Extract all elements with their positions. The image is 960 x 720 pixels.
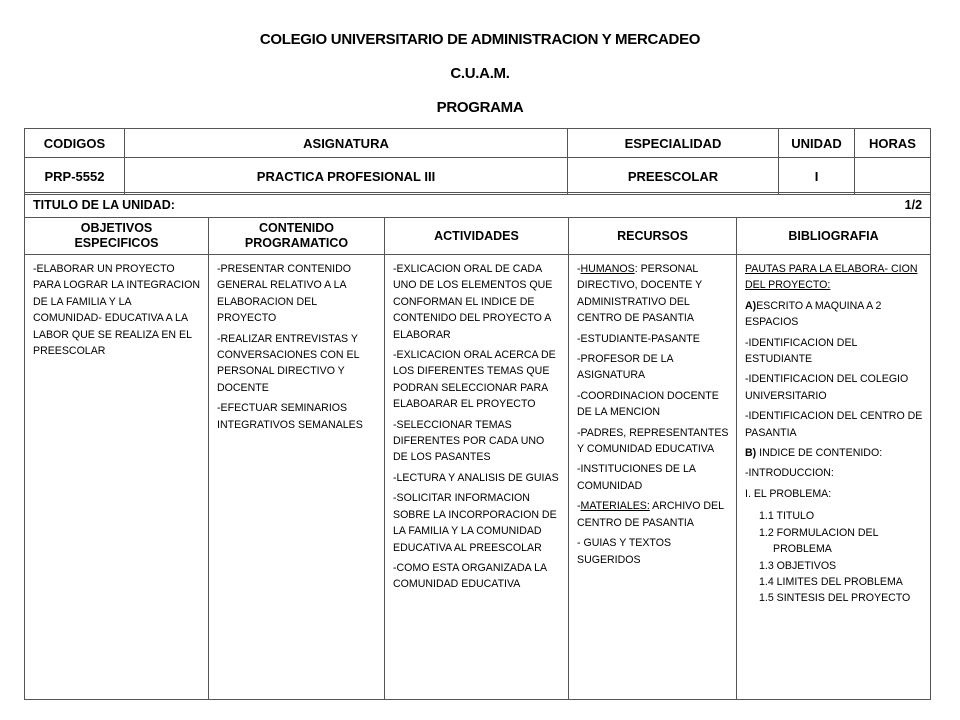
- contenido-cell: [209, 255, 385, 700]
- bibliografia-item: -IDENTIFICACION DEL ESTUDIANTE: [745, 336, 858, 366]
- unit-title-row: [25, 193, 931, 218]
- value-asignatura: PRACTICA PROFESIONAL III: [125, 158, 568, 195]
- bibliografia-item: -IDENTIFICACION DEL COLEGIO UNIVERSITARIO: [745, 373, 909, 402]
- value-horas: [855, 158, 931, 195]
- bibliografia-subitem: 1.2 FORMULACION DEL PROBLEMA: [759, 526, 879, 556]
- contenido-item: -EFECTUAR SEMINARIOS INTEGRATIVOS SEMANALES: [217, 402, 363, 431]
- value-unidad: I: [779, 158, 855, 195]
- bibliografia-subitem: 1.1 TITULO: [759, 510, 815, 523]
- recurso-item: -PADRES, REPRESENTANTES Y COMUNIDAD EDUCATIVA: [577, 426, 729, 456]
- bibliografia-heading: PAUTAS PARA LA ELABORA- CION DEL PROYECTO:: [745, 263, 918, 292]
- bibliografia-a-label: A): [745, 299, 757, 312]
- bibliografia-intro: -INTRODUCCION:: [745, 467, 834, 480]
- bibliografia-b-label: B): [745, 447, 757, 460]
- value-codigo: PRP-5552: [25, 158, 125, 195]
- header-unidad: UNIDAD: [779, 129, 855, 158]
- actividad-item: -COMO ESTA ORGANIZADA LA COMUNIDAD EDUCATIVA: [393, 561, 547, 591]
- contenido-item: -PRESENTAR CONTENIDO GENERAL RELATIVO A LA ELABORACION DEL PROYECTO: [217, 263, 351, 325]
- recurso-item: -INSTITUCIONES DE LA COMUNIDAD: [577, 463, 696, 492]
- course-header-row: [25, 129, 931, 158]
- contenido-item: -REALIZAR ENTREVISTAS Y CONVERSACIONES CON EL PERSONAL DIRECTIVO Y DOCENTE: [217, 332, 360, 394]
- bibliografia-subitem: 1.3 OBJETIVOS: [759, 559, 837, 572]
- institution-title: COLEGIO UNIVERSITARIO DE ADMINISTRACION Y MERCADEO: [259, 31, 701, 48]
- course-value-row: [25, 158, 931, 195]
- header-actividades: ACTIVIDADES: [385, 218, 569, 255]
- header-codigos: CODIGOS: [25, 129, 125, 158]
- humanos-text: : PERSONAL DIRECTIVO, DOCENTE Y ADMINISTRATIVO DEL CENTRO DE PASANTIA: [577, 263, 702, 325]
- document-title: PROGRAMA: [436, 99, 524, 116]
- actividad-item: -EXLICACION ORAL DE CADA UNO DE LOS ELEMENTOS QUE CONFORMAN EL INDICE DE CONTENIDO DEL PROYECTO A ELABORAR: [393, 263, 553, 341]
- bibliografia-cell: [737, 255, 931, 700]
- header-objetivos: OBJETIVOS ESPECIFICOS: [25, 218, 209, 255]
- humanos-label: HUMANOS: [580, 263, 635, 275]
- unit-content-table: [24, 192, 931, 700]
- header-horas: HORAS: [855, 129, 931, 158]
- header-asignatura: ASIGNATURA: [125, 129, 568, 158]
- bibliografia-problema: I. EL PROBLEMA:: [745, 487, 832, 500]
- institution-acronym: C.U.A.M.: [450, 65, 510, 82]
- bibliografia-item: -IDENTIFICACION DEL CENTRO DE PASANTIA: [745, 410, 923, 439]
- recurso-materiales: [577, 498, 729, 531]
- content-body-row: [25, 255, 931, 700]
- bibliografia-b: [745, 445, 923, 461]
- value-especialidad: PREESCOLAR: [568, 158, 779, 195]
- actividad-item: -LECTURA Y ANALISIS DE GUIAS: [393, 471, 559, 484]
- materiales-text: ARCHIVO DEL CENTRO DE PASANTIA: [577, 500, 724, 529]
- recurso-humanos: [577, 261, 729, 327]
- recurso-prefix: -: [577, 263, 581, 275]
- bibliografia-a: [745, 298, 923, 331]
- bibliografia-subitem: 1.4 LIMITES DEL PROBLEMA: [759, 575, 903, 588]
- header-recursos: RECURSOS: [569, 218, 737, 255]
- header-bibliografia: BIBLIOGRAFIA: [737, 218, 931, 255]
- objetivo-item: -ELABORAR UN PROYECTO PARA LOGRAR LA INTEGRACION DE LA FAMILIA Y LA COMUNIDAD- EDUCATIVA A LA LABOR QUE SE REALIZA EN EL PREESCOLAR: [33, 263, 200, 358]
- actividad-item: -EXLICACION ORAL ACERCA DE LOS DIFERENTES TEMAS QUE PODRAN SELECCIONAR PARA ELABOARAR EL PROYECTO: [393, 349, 556, 411]
- recurso-item: -PROFESOR DE LA ASIGNATURA: [577, 353, 673, 382]
- bibliografia-subitem: 1.5 SINTESIS DEL PROYECTO: [759, 592, 911, 605]
- recurso-item: -ESTUDIANTE-PASANTE: [577, 332, 700, 345]
- unit-title-label: TITULO DE LA UNIDAD:: [33, 198, 175, 212]
- actividad-item: -SOLICITAR INFORMACION SOBRE LA INCORPORACION DE LA FAMILIA Y LA COMUNIDAD EDUCATIVA AL PREESCOLAR: [393, 492, 557, 554]
- recurso-prefix: -: [577, 500, 581, 513]
- header-especialidad: ESPECIALIDAD: [568, 129, 779, 158]
- course-info-table: [24, 128, 931, 195]
- recursos-cell: [569, 255, 737, 700]
- page-indicator: 1/2: [904, 198, 923, 212]
- recurso-item: - GUIAS Y TEXTOS SUGERIDOS: [577, 537, 672, 566]
- header-contenido: CONTENIDO PROGRAMATICO: [209, 218, 385, 255]
- materiales-label: MATERIALES:: [580, 500, 650, 513]
- actividad-item: -SELECCIONAR TEMAS DIFERENTES POR CADA UNO DE LOS PASANTES: [393, 418, 545, 464]
- actividades-cell: [385, 255, 569, 700]
- objetivos-cell: [25, 255, 209, 700]
- bibliografia-a-text: ESCRITO A MAQUINA A 2 ESPACIOS: [745, 299, 882, 329]
- bibliografia-b-text: INDICE DE CONTENIDO:: [756, 447, 883, 460]
- content-header-row: [25, 218, 931, 255]
- recurso-item: -COORDINACION DOCENTE DE LA MENCION: [577, 389, 719, 419]
